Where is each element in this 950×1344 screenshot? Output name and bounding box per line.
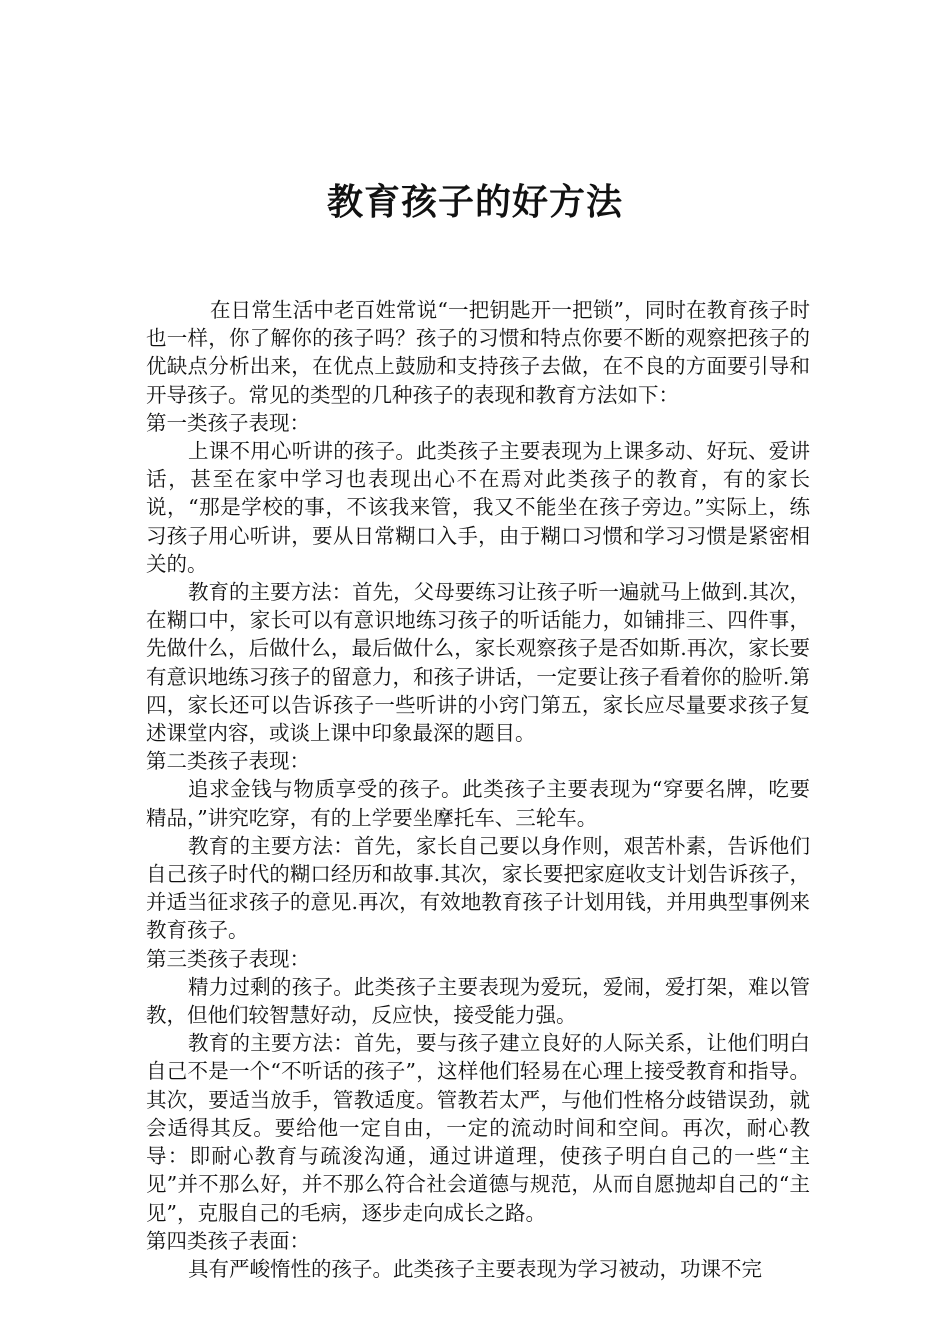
section-1-methods: 教育的主要方法：首先，父母要练习让孩子听一遍就马上做到.其次，在糊口中，家长可以有意识地练习孩子的听话能力，如铺排三、四件事，先做什么，后做什么，最后做什么，家长观察孩子是否如斯.再次，家长要有意识地练习孩子的留意力，和孩子讲话，一定要让孩子看着你的脸听.第四，家长还可以告诉孩子一些听讲的小窍门第五，家长应尽量要求孩子复述课堂内容，或谈上课中印象最深的题目。 <box>146 580 810 746</box>
section-heading-3: 第三类孩子表现： <box>146 946 310 971</box>
section-3-description: 精力过剩的孩子。此类孩子主要表现为爱玩，爱闹，爱打架，难以管教，但他们较智慧好动，反应快，接受能力强。 <box>146 974 810 1028</box>
section-3-methods: 教育的主要方法：首先，要与孩子建立良好的人际关系，让他们明白自己不是一个“不听话的孩子”，这样他们轻易在心理上接受教育和指导。其次，要适当放手，管教适度。管教若太严，与他们性格分歧错误劲，就会适得其反。要给他一定自由，一定的流动时间和空间。再次，耐心教导：即耐心教育与疏浚沟通，通过讲道理，使孩子明白自己的一些“主见”并不那么好，并不那么符合社会道德与规范，从而自愿抛却自己的“主见”，克服自己的毛病，逐步走向成长之路。 <box>146 1031 810 1225</box>
intro-paragraph: 在日常生活中老百姓常说“一把钥匙开一把锁”，同时在教育孩子时也一样，你了解你的孩子吗？孩子的习惯和特点你要不断的观察把孩子的优缺点分析出来，在优点上鼓励和支持孩子去做，在不良的方面要引导和开导孩子。常见的类型的几种孩子的表现和教育方法如下： <box>146 298 810 407</box>
section-heading-2: 第二类孩子表现： <box>146 749 310 774</box>
section-2-methods: 教育的主要方法：首先，家长自己要以身作则，艰苦朴素，告诉他们自己孩子时代的糊口经历和故事.其次，家长要把家庭收支计划告诉孩子，并适当征求孩子的意见.再次，有效地教育孩子计划用钱，并用典型事例来教育孩子。 <box>146 833 810 943</box>
section-heading-4: 第四类孩子表面： <box>146 1228 310 1253</box>
section-heading-1: 第一类孩子表现： <box>146 410 310 435</box>
document-body <box>146 296 810 1283</box>
section-2-description: 追求金钱与物质享受的孩子。此类孩子主要表现为“穿要名牌，吃要精品，”讲究吃穿，有的上学要坐摩托车、三轮车。 <box>146 777 810 830</box>
document-title: 教育孩子的好方法 <box>326 181 623 223</box>
section-1-description: 上课不用心听讲的孩子。此类孩子主要表现为上课多动、好玩、爱讲话，甚至在家中学习也表现出心不在焉对此类孩子的教育，有的家长说，“那是学校的事，不该我来管，我又不能坐在孩子旁边。”实际上，练习孩子用心听讲，要从日常糊口入手，由于糊口习惯和学习习惯是紧密相关的。 <box>146 439 810 576</box>
section-4-description: 具有严峻惰性的孩子。此类孩子主要表现为学习被动，功课不完 <box>188 1256 762 1281</box>
